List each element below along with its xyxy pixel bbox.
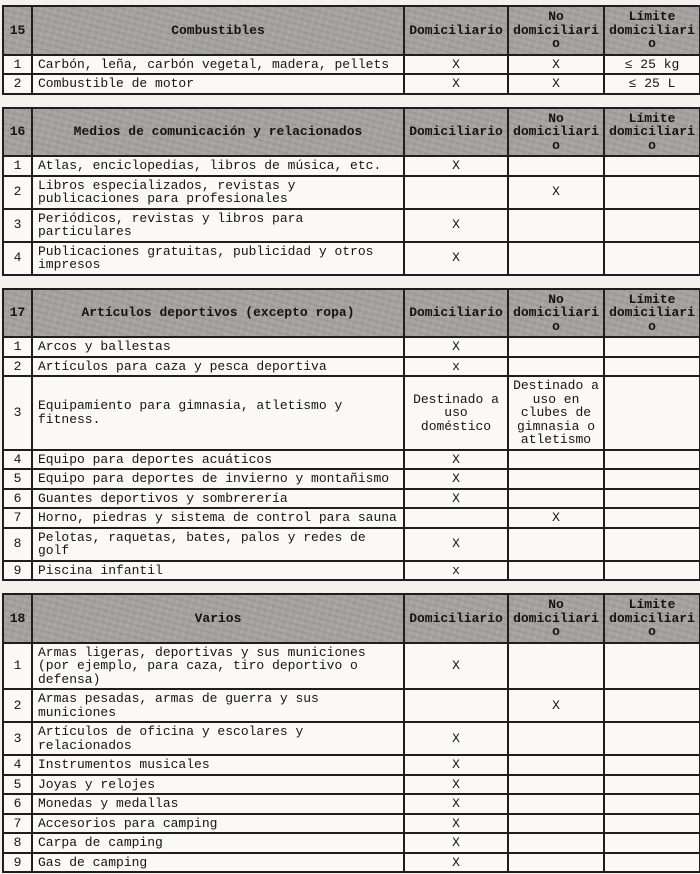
row-description: Joyas y relojes (32, 775, 404, 795)
table-medios-comunicacion (2, 107, 700, 276)
cell-limite (604, 156, 700, 176)
table-number: 16 (3, 108, 32, 157)
cell-limite (604, 689, 700, 722)
cell-no-domiciliario (508, 469, 604, 489)
row-description: Equipamiento para gimnasia, atletismo y fitness. (32, 376, 404, 450)
table-combustibles (2, 5, 700, 95)
table-header-row (3, 594, 700, 643)
col-header-domiciliario: Domiciliario (404, 594, 508, 643)
row-number: 5 (3, 469, 32, 489)
table-row (3, 643, 700, 690)
cell-no-domiciliario (508, 489, 604, 509)
row-description: Accesorios para camping (32, 814, 404, 834)
table-row (3, 469, 700, 489)
table-row (3, 74, 700, 94)
row-description: Carbón, leña, carbón vegetal, madera, pellets (32, 55, 404, 75)
cell-limite (604, 357, 700, 377)
table-row (3, 794, 700, 814)
cell-no-domiciliario: Destinado a uso en clubes de gimnasia o atletismo (508, 376, 604, 450)
cell-domiciliario: X (404, 156, 508, 176)
row-number: 7 (3, 814, 32, 834)
cell-no-domiciliario (508, 722, 604, 755)
row-number: 9 (3, 853, 32, 873)
cell-no-domiciliario (508, 853, 604, 873)
table-title: Varios (32, 594, 404, 643)
table-row (3, 528, 700, 561)
table-title: Medios de comunicación y relacionados (32, 108, 404, 157)
table-row (3, 357, 700, 377)
row-description: Armas pesadas, armas de guerra y sus municiones (32, 689, 404, 722)
col-header-limite-domiciliario: Límite domiciliario (604, 6, 700, 55)
table-title: Combustibles (32, 6, 404, 55)
cell-limite (604, 853, 700, 873)
cell-domiciliario: X (404, 833, 508, 853)
table-row (3, 337, 700, 357)
cell-domiciliario: X (404, 337, 508, 357)
table-articulos-deportivos (2, 288, 700, 582)
row-description: Carpa de camping (32, 833, 404, 853)
cell-no-domiciliario (508, 833, 604, 853)
row-number: 5 (3, 775, 32, 795)
cell-limite (604, 242, 700, 275)
table-row (3, 689, 700, 722)
row-number: 4 (3, 755, 32, 775)
row-description: Piscina infantil (32, 561, 404, 581)
table-row (3, 242, 700, 275)
table-row (3, 508, 700, 528)
cell-no-domiciliario (508, 156, 604, 176)
col-header-no-domiciliario: No domiciliario (508, 6, 604, 55)
table-varios (2, 593, 700, 873)
table-row (3, 55, 700, 75)
cell-limite (604, 337, 700, 357)
table-row (3, 376, 700, 450)
table-row (3, 853, 700, 873)
cell-domiciliario: x (404, 561, 508, 581)
cell-domiciliario: X (404, 209, 508, 242)
cell-limite (604, 469, 700, 489)
row-description: Atlas, enciclopedias, libros de música, etc. (32, 156, 404, 176)
row-number: 6 (3, 489, 32, 509)
cell-no-domiciliario (508, 528, 604, 561)
table-row (3, 450, 700, 470)
cell-domiciliario: X (404, 74, 508, 94)
cell-domiciliario: X (404, 722, 508, 755)
cell-no-domiciliario: X (508, 689, 604, 722)
row-number: 2 (3, 689, 32, 722)
cell-domiciliario: X (404, 55, 508, 75)
table-header-row (3, 108, 700, 157)
cell-no-domiciliario (508, 814, 604, 834)
cell-limite (604, 489, 700, 509)
cell-limite: ≤ 25 L (604, 74, 700, 94)
row-number: 3 (3, 209, 32, 242)
row-description: Artículos de oficina y escolares y relacionados (32, 722, 404, 755)
cell-limite (604, 775, 700, 795)
table-number: 18 (3, 594, 32, 643)
row-description: Periódicos, revistas y libros para particulares (32, 209, 404, 242)
col-header-no-domiciliario: No domiciliario (508, 594, 604, 643)
cell-no-domiciliario (508, 209, 604, 242)
cell-domiciliario (404, 689, 508, 722)
col-header-no-domiciliario: No domiciliario (508, 289, 604, 338)
row-description: Arcos y ballestas (32, 337, 404, 357)
cell-no-domiciliario (508, 242, 604, 275)
cell-limite (604, 561, 700, 581)
cell-domiciliario: X (404, 853, 508, 873)
cell-domiciliario: X (404, 242, 508, 275)
cell-no-domiciliario: X (508, 508, 604, 528)
row-number: 9 (3, 561, 32, 581)
table-header-row (3, 289, 700, 338)
col-header-domiciliario: Domiciliario (404, 108, 508, 157)
cell-no-domiciliario (508, 794, 604, 814)
row-description: Equipo para deportes de invierno y montañismo (32, 469, 404, 489)
cell-limite: ≤ 25 kg (604, 55, 700, 75)
cell-no-domiciliario (508, 755, 604, 775)
cell-limite (604, 794, 700, 814)
table-row (3, 156, 700, 176)
cell-no-domiciliario: X (508, 74, 604, 94)
cell-domiciliario: X (404, 528, 508, 561)
cell-no-domiciliario (508, 643, 604, 690)
row-number: 2 (3, 74, 32, 94)
row-description: Instrumentos musicales (32, 755, 404, 775)
row-number: 2 (3, 357, 32, 377)
row-description: Combustible de motor (32, 74, 404, 94)
cell-no-domiciliario (508, 561, 604, 581)
cell-domiciliario: X (404, 643, 508, 690)
table-header-row (3, 6, 700, 55)
cell-domiciliario (404, 508, 508, 528)
row-number: 3 (3, 722, 32, 755)
row-description: Pelotas, raquetas, bates, palos y redes de golf (32, 528, 404, 561)
table-row (3, 833, 700, 853)
cell-no-domiciliario: X (508, 55, 604, 75)
row-description: Artículos para caza y pesca deportiva (32, 357, 404, 377)
col-header-domiciliario: Domiciliario (404, 289, 508, 338)
table-row (3, 722, 700, 755)
cell-no-domiciliario (508, 337, 604, 357)
table-number: 17 (3, 289, 32, 338)
cell-domiciliario (404, 176, 508, 209)
table-number: 15 (3, 6, 32, 55)
row-description: Horno, piedras y sistema de control para sauna (32, 508, 404, 528)
row-number: 1 (3, 337, 32, 357)
cell-limite (604, 508, 700, 528)
row-number: 8 (3, 833, 32, 853)
row-number: 1 (3, 156, 32, 176)
row-description: Equipo para deportes acuáticos (32, 450, 404, 470)
row-number: 4 (3, 242, 32, 275)
cell-domiciliario: X (404, 489, 508, 509)
cell-limite (604, 209, 700, 242)
row-description: Libros especializados, revistas y publicaciones para profesionales (32, 176, 404, 209)
cell-no-domiciliario (508, 775, 604, 795)
col-header-limite-domiciliario: Límite domiciliario (604, 289, 700, 338)
row-number: 7 (3, 508, 32, 528)
row-description: Publicaciones gratuitas, publicidad y otros impresos (32, 242, 404, 275)
table-row (3, 489, 700, 509)
row-number: 8 (3, 528, 32, 561)
cell-limite (604, 450, 700, 470)
cell-no-domiciliario (508, 450, 604, 470)
col-header-limite-domiciliario: Límite domiciliario (604, 108, 700, 157)
cell-domiciliario: X (404, 794, 508, 814)
cell-domiciliario: X (404, 469, 508, 489)
cell-limite (604, 376, 700, 450)
row-number: 2 (3, 176, 32, 209)
col-header-no-domiciliario: No domiciliario (508, 108, 604, 157)
cell-domiciliario: X (404, 814, 508, 834)
cell-limite (604, 176, 700, 209)
col-header-domiciliario: Domiciliario (404, 6, 508, 55)
cell-domiciliario: x (404, 357, 508, 377)
cell-domiciliario: X (404, 775, 508, 795)
cell-no-domiciliario: X (508, 176, 604, 209)
cell-domiciliario: X (404, 450, 508, 470)
cell-limite (604, 643, 700, 690)
cell-no-domiciliario (508, 357, 604, 377)
cell-limite (604, 833, 700, 853)
table-row (3, 814, 700, 834)
row-description: Gas de camping (32, 853, 404, 873)
cell-limite (604, 814, 700, 834)
col-header-limite-domiciliario: Límite domiciliario (604, 594, 700, 643)
cell-limite (604, 528, 700, 561)
table-title: Artículos deportivos (excepto ropa) (32, 289, 404, 338)
table-row (3, 775, 700, 795)
cell-limite (604, 755, 700, 775)
cell-domiciliario: X (404, 755, 508, 775)
row-description: Monedas y medallas (32, 794, 404, 814)
table-row (3, 176, 700, 209)
cell-domiciliario: Destinado a uso doméstico (404, 376, 508, 450)
table-row (3, 209, 700, 242)
table-row (3, 755, 700, 775)
row-number: 3 (3, 376, 32, 450)
row-number: 1 (3, 55, 32, 75)
cell-limite (604, 722, 700, 755)
table-row (3, 561, 700, 581)
row-number: 6 (3, 794, 32, 814)
row-description: Guantes deportivos y sombrerería (32, 489, 404, 509)
row-number: 4 (3, 450, 32, 470)
row-number: 1 (3, 643, 32, 690)
row-description: Armas ligeras, deportivas y sus municiones (por ejemplo, para caza, tiro deportivo o defensa) (32, 643, 404, 690)
